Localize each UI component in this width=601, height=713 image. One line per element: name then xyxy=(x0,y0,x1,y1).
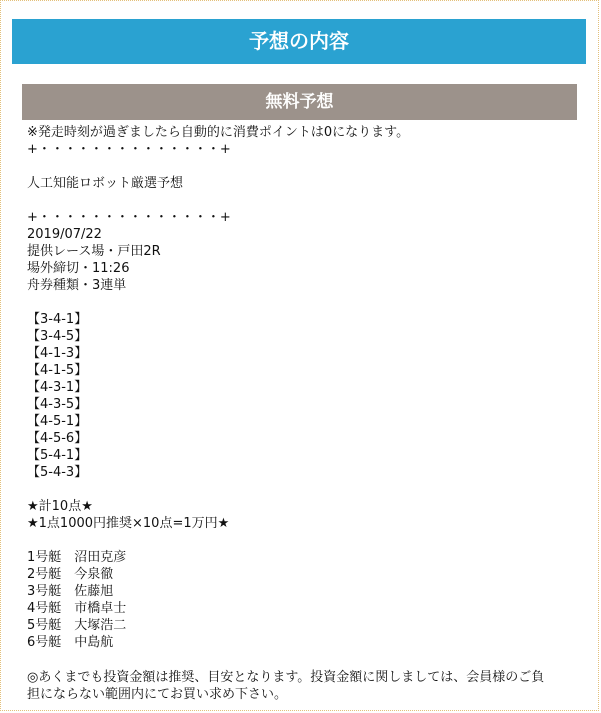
closing-time: 場外締切・11:26 xyxy=(27,261,130,276)
prediction-title: 人工知能ロボット厳選予想 xyxy=(27,176,184,191)
racer-name: 市橋卓士 xyxy=(74,601,127,616)
racer-name: 今泉徹 xyxy=(74,567,114,582)
section-title: 無料予想 xyxy=(22,84,577,120)
spacer xyxy=(27,192,575,209)
pick-item: 【3-4-5】 xyxy=(27,329,88,344)
pick-item: 【3-4-1】 xyxy=(27,312,88,327)
page-title: 予想の内容 xyxy=(12,19,586,64)
pick-item: 【4-1-3】 xyxy=(27,346,88,361)
boat-entry xyxy=(27,583,575,600)
note-line: ◎あくまでも投資金額は推奨、目安となります。投資金額に関しましては、会員様のご負 xyxy=(27,670,545,685)
divider-bottom: +・・・・・・・・・・・・・・+ xyxy=(27,210,231,225)
racer-name: 中島航 xyxy=(74,635,114,650)
boat-number: 3号艇 xyxy=(27,584,62,599)
spacer xyxy=(27,532,575,549)
racer-name: 佐藤旭 xyxy=(74,584,114,599)
ticket-type: 舟券種類・3連単 xyxy=(27,278,127,293)
betting-recommendation: ★1点1000円推奨×10点=1万円★ xyxy=(27,516,230,531)
pick-item: 【4-1-5】 xyxy=(27,363,88,378)
boat-entry xyxy=(27,617,575,634)
divider-top: +・・・・・・・・・・・・・・+ xyxy=(27,142,231,157)
notice-text: ※発走時刻が過ぎましたら自動的に消費ポイントは0になります。 xyxy=(27,125,410,140)
spacer xyxy=(27,158,575,175)
boat-entry xyxy=(27,634,575,651)
boat-number: 2号艇 xyxy=(27,567,62,582)
pick-item: 【4-5-6】 xyxy=(27,431,88,446)
boat-number: 5号艇 xyxy=(27,618,62,633)
race-date: 2019/07/22 xyxy=(27,227,102,242)
racer-name: 沼田克彦 xyxy=(74,550,127,565)
boat-number: 1号艇 xyxy=(27,550,62,565)
boat-number: 6号艇 xyxy=(27,635,62,650)
total-points: ★計10点★ xyxy=(27,499,93,514)
boat-entry xyxy=(27,600,575,617)
pick-item: 【5-4-1】 xyxy=(27,448,88,463)
prediction-content xyxy=(27,124,575,651)
pick-item: 【4-3-5】 xyxy=(27,397,88,412)
boat-entry xyxy=(27,566,575,583)
race-venue: 提供レース場・戸田2R xyxy=(27,244,161,259)
investment-note xyxy=(27,669,575,703)
note-line: 担にならない範囲内にてお買い求め下さい。 xyxy=(27,687,288,702)
spacer xyxy=(27,481,575,498)
spacer xyxy=(27,294,575,311)
pick-item: 【5-4-3】 xyxy=(27,465,88,480)
boat-number: 4号艇 xyxy=(27,601,62,616)
racer-name: 大塚浩二 xyxy=(74,618,127,633)
pick-item: 【4-3-1】 xyxy=(27,380,88,395)
pick-item: 【4-5-1】 xyxy=(27,414,88,429)
boat-entry xyxy=(27,549,575,566)
